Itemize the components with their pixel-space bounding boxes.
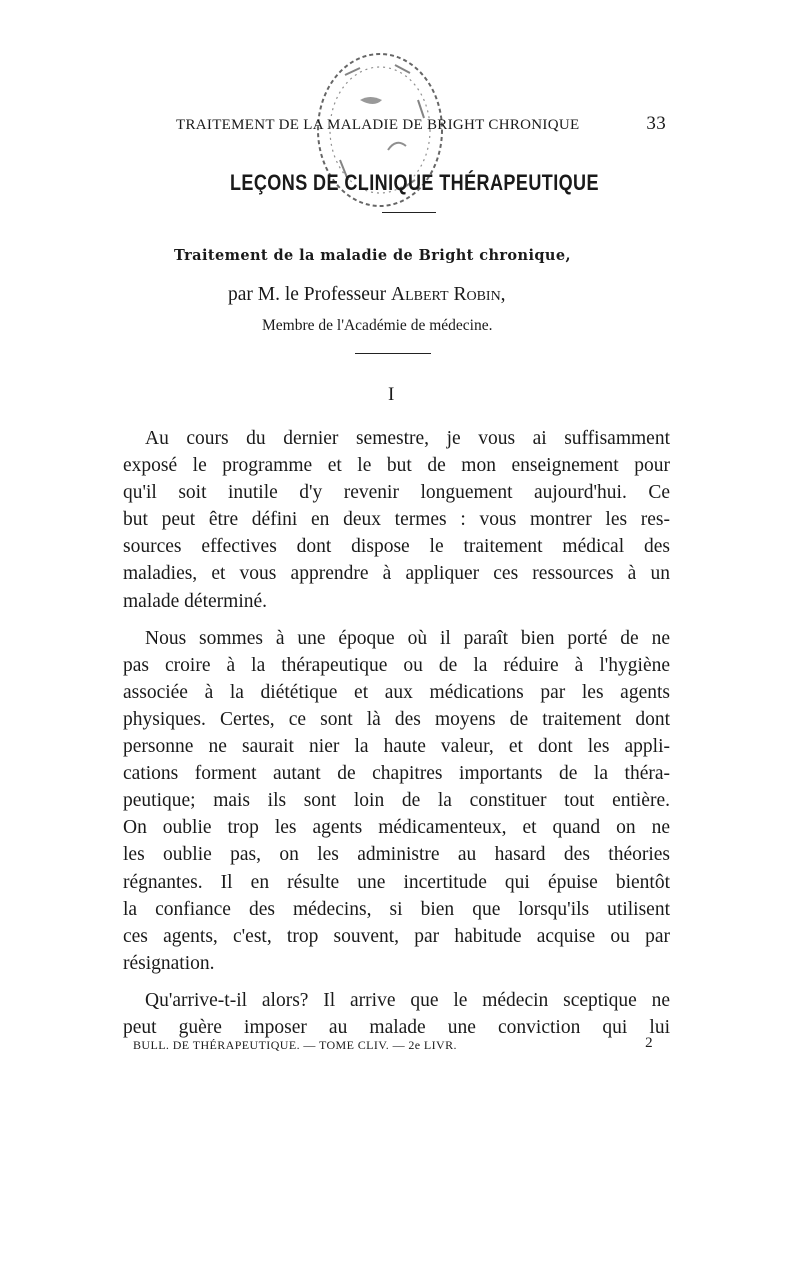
text-line: peut guère imposer au malade une conviction qui lui (123, 1016, 670, 1038)
divider (382, 212, 436, 213)
text-line: Qu'arrive-t-il alors? Il arrive que le médecin sceptique ne (145, 989, 670, 1011)
text-line: cations forment autant de chapitres importants de la théra- (123, 763, 670, 785)
paragraph (123, 987, 670, 1041)
divider (355, 353, 431, 354)
text-line: On oublie trop les agents médicamenteux, et quand on ne (123, 817, 670, 839)
lecture-title: Traitement de la maladie de Bright chronique, (174, 247, 571, 264)
section-numeral: I (388, 384, 395, 405)
page-number: 33 (646, 113, 666, 134)
paragraph (123, 625, 670, 977)
paragraph (123, 425, 670, 615)
text-line: la confiance des médecins, si bien que lorsqu'ils utilisent (123, 898, 670, 920)
text-line: maladies, et vous apprendre à appliquer ces ressources à un (123, 563, 670, 585)
text-line: qu'il soit inutile d'y revenir longuement aujourd'hui. Ce (123, 482, 670, 504)
author-prefix: par M. le Professeur (228, 284, 387, 305)
page-footer (133, 1035, 653, 1057)
text-line: Au cours du dernier semestre, je vous ai suffisamment (145, 428, 670, 449)
text-line: associée à la diététique et aux médications par les agents (123, 681, 670, 703)
text-line: régnantes. Il en résulte une incertitude qui épuise bientôt (123, 871, 670, 893)
text-line: peutique; mais ils sont loin de la constituer tout entière. (123, 790, 670, 812)
author-name: Albert Robin, (391, 284, 506, 305)
text-line: Nous sommes à une époque où il paraît bien porté de ne (145, 627, 670, 649)
author-line (228, 284, 506, 306)
running-head (176, 113, 666, 139)
text-line: ces agents, c'est, trop souvent, par habitude acquise ou par (123, 925, 670, 947)
text-line: pas croire à la thérapeutique ou de la réduire à l'hygiène (123, 654, 670, 676)
text-line: exposé le programme et le but de mon enseignement pour (123, 455, 670, 477)
body-text (123, 425, 670, 1041)
running-head-title: TRAITEMENT DE LA MALADIE DE BRIGHT CHRONIQUE (176, 117, 580, 133)
text-line: résignation. (123, 952, 215, 974)
text-line: personne ne saurait nier la haute valeur, et dont les appli- (123, 736, 670, 758)
text-line: malade déterminé. (123, 590, 268, 612)
author-affiliation: Membre de l'Académie de médecine. (262, 317, 493, 334)
text-line: physiques. Certes, ce sont là des moyens de traitement dont (123, 708, 670, 730)
text-line: les oublie pas, on les administre au hasard des théories (123, 844, 670, 866)
text-line: sources effectives dont dispose le traitement médical des (123, 536, 670, 558)
signature-number: 2 (645, 1035, 653, 1051)
section-title: LEÇONS DE CLINIQUE THÉRAPEUTIQUE (230, 170, 599, 195)
text-line: but peut être défini en deux termes : vous montrer les res- (123, 509, 670, 531)
footer-signature: BULL. DE THÉRAPEUTIQUE. — TOME CLIV. — 2e LIVR. (133, 1038, 457, 1052)
